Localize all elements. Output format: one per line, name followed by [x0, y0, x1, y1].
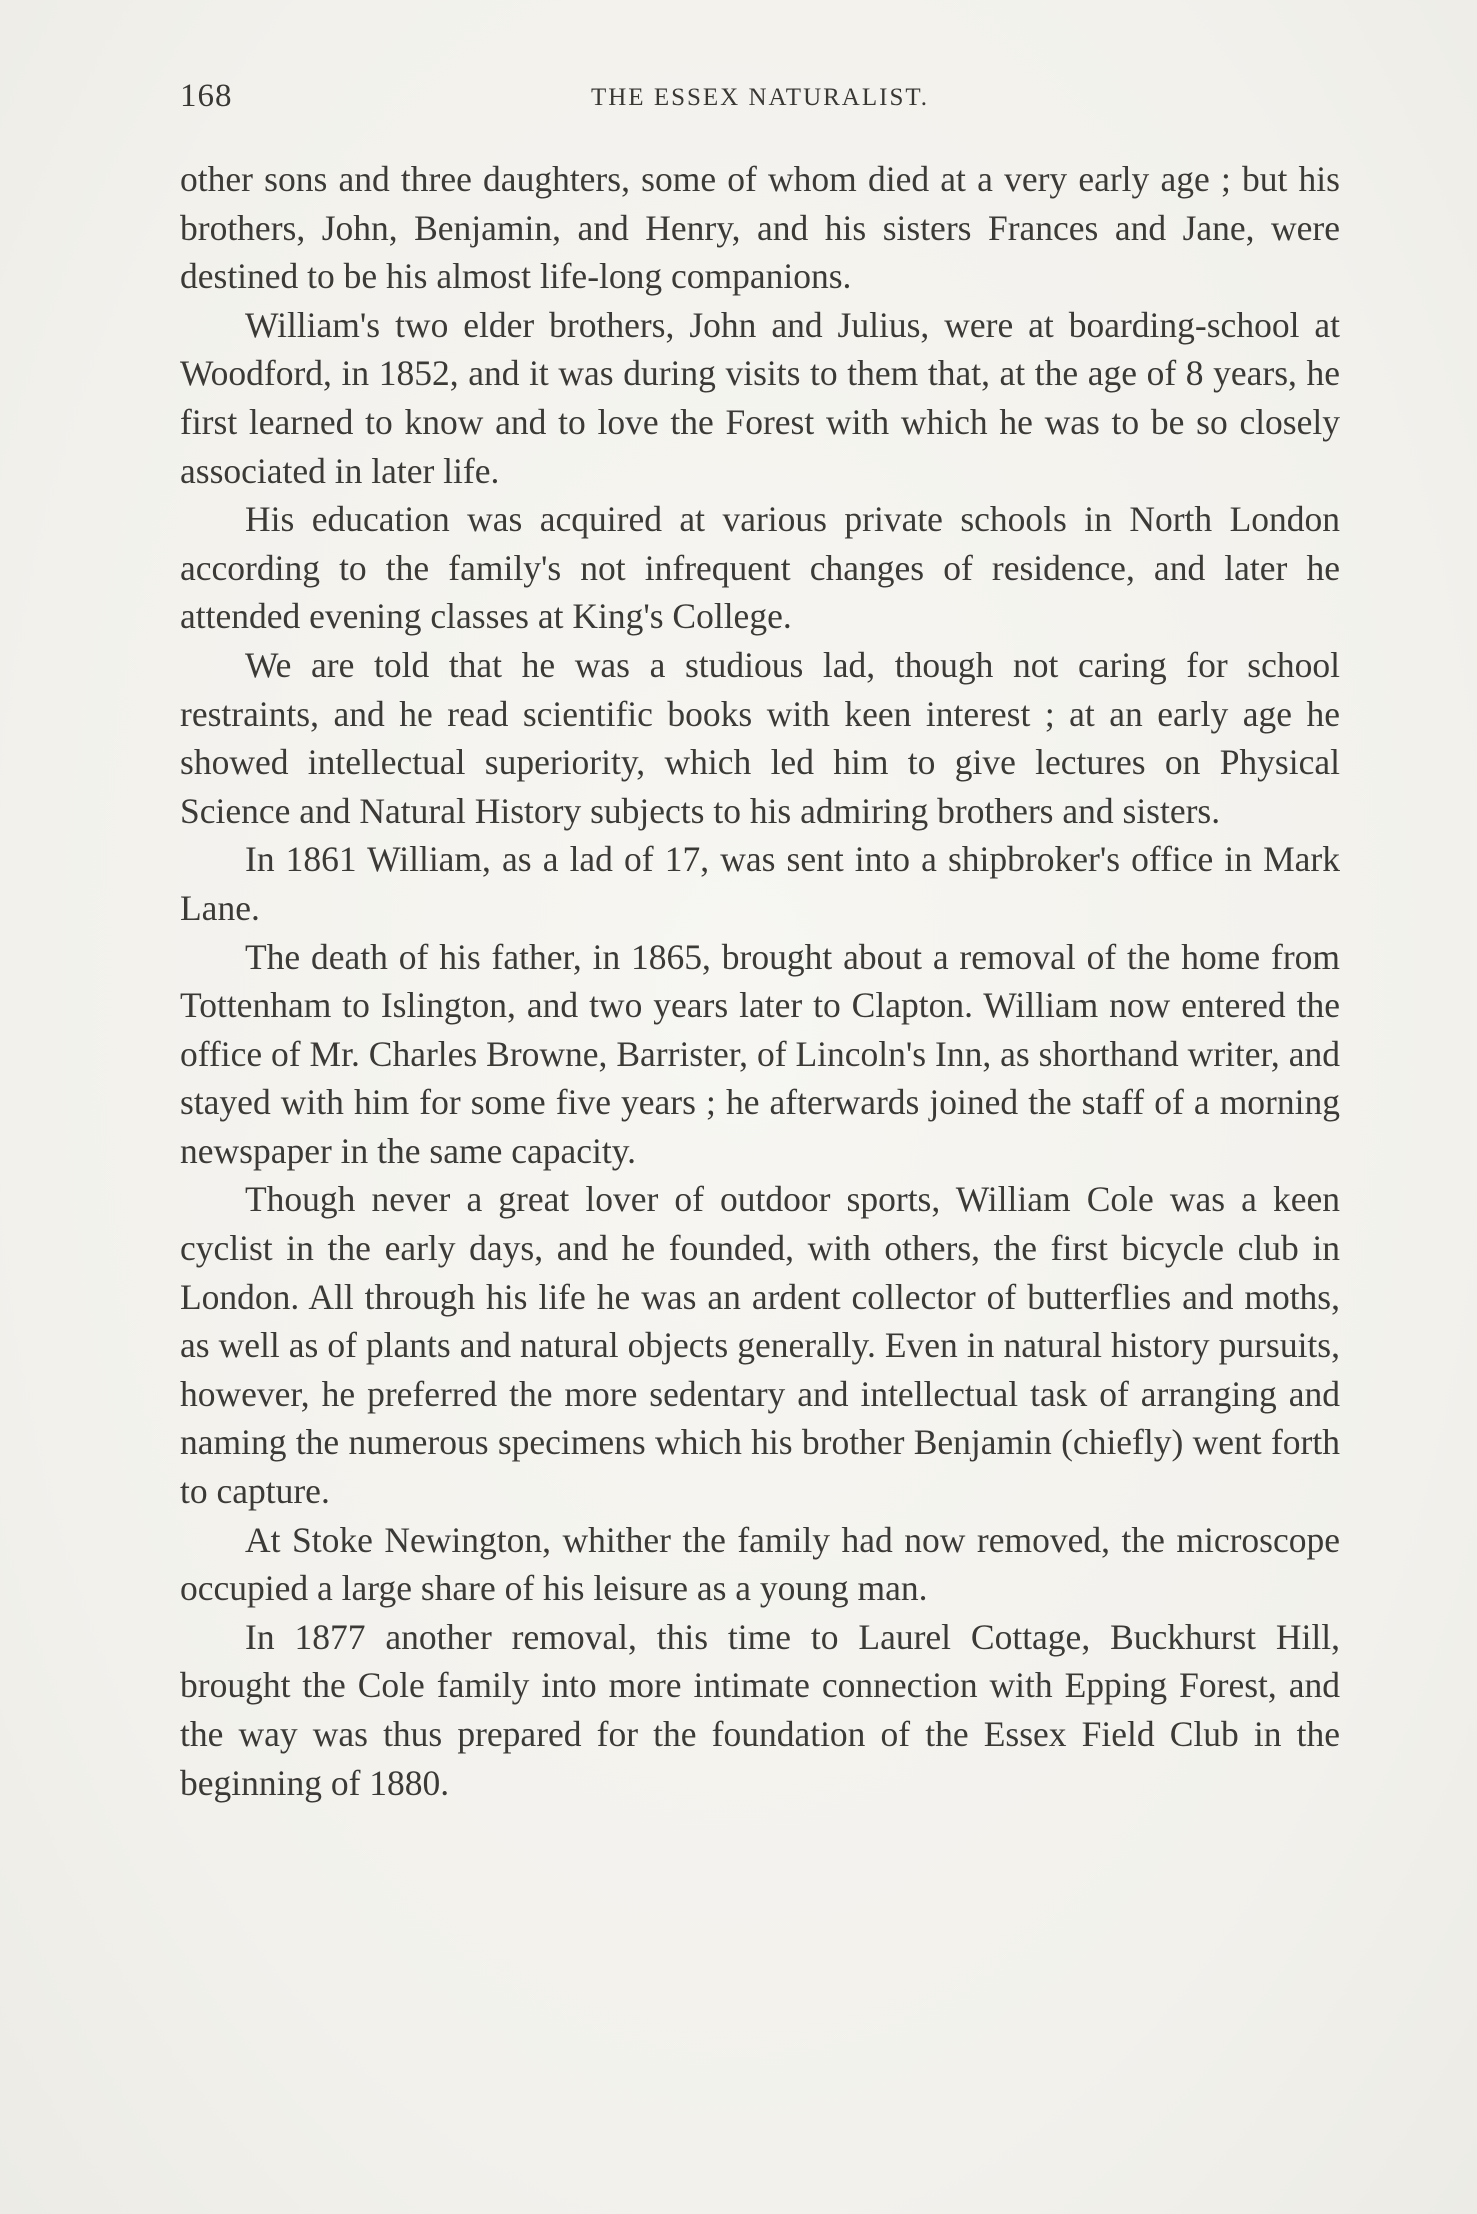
paragraph: other sons and three daughters, some of whom died at a very early age ; but his brothers, John, Benjamin, and Henry, and his sisters Frances and Jane, were destined to be his almost life-long companions.: [180, 159, 1340, 297]
paragraph: We are told that he was a studious lad, though not caring for school restraints, and he read scientific books with keen interest ; at an early age he showed intellectual superiority, which led him to give lectures on Physical Science and Natural History subjects to his admiring brothers and sisters.: [180, 644, 1340, 831]
paragraph: Though never a great lover of outdoor sports, William Cole was a keen cyclist in the early days, and he founded, with others, the first bicycle club in London. All through his life he was an ardent collector of butterflies and moths, as well as of plants and natural objects generally. Even in natural history pursuits, however, he preferred the more sedentary and intellectual task of arranging and naming the numerous specimens which his brother Benjamin (chiefly) went forth to capture.: [180, 1179, 1340, 1512]
body-text: [180, 155, 1340, 1807]
paragraph: His education was acquired at various private schools in North London according to the family's not infrequent changes of residence, and later he attended evening classes at King's College.: [180, 499, 1340, 637]
paragraph: The death of his father, in 1865, brought about a removal of the home from Tottenham to Islington, and two years later to Clapton. William now entered the office of Mr. Charles Browne, Barrister, of Lincoln's Inn, as shorthand writer, and stayed with him for some five years ; he afterwards joined the staff of a morning newspaper in the same capacity.: [180, 936, 1340, 1171]
page-number: 168: [180, 78, 233, 114]
paragraph: William's two elder brothers, John and Julius, were at boarding-school at Woodford, in 1852, and it was during visits to them that, at the age of 8 years, he first learned to know and to love the Forest with which he was to be so closely associated in later life.: [180, 304, 1340, 491]
page-header: [180, 78, 1340, 128]
paragraph: In 1877 another removal, this time to Laurel Cottage, Buckhurst Hill, brought the Cole family into more intimate connection with Epping Forest, and the way was thus prepared for the foundation of the Essex Field Club in the beginning of 1880.: [180, 1616, 1340, 1803]
running-head: THE ESSEX NATURALIST.: [590, 84, 930, 111]
paragraph: In 1861 William, as a lad of 17, was sent into a shipbroker's office in Mark Lane.: [180, 839, 1340, 928]
paragraph: At Stoke Newington, whither the family had now removed, the microscope occupied a large share of his leisure as a young man.: [180, 1519, 1340, 1609]
